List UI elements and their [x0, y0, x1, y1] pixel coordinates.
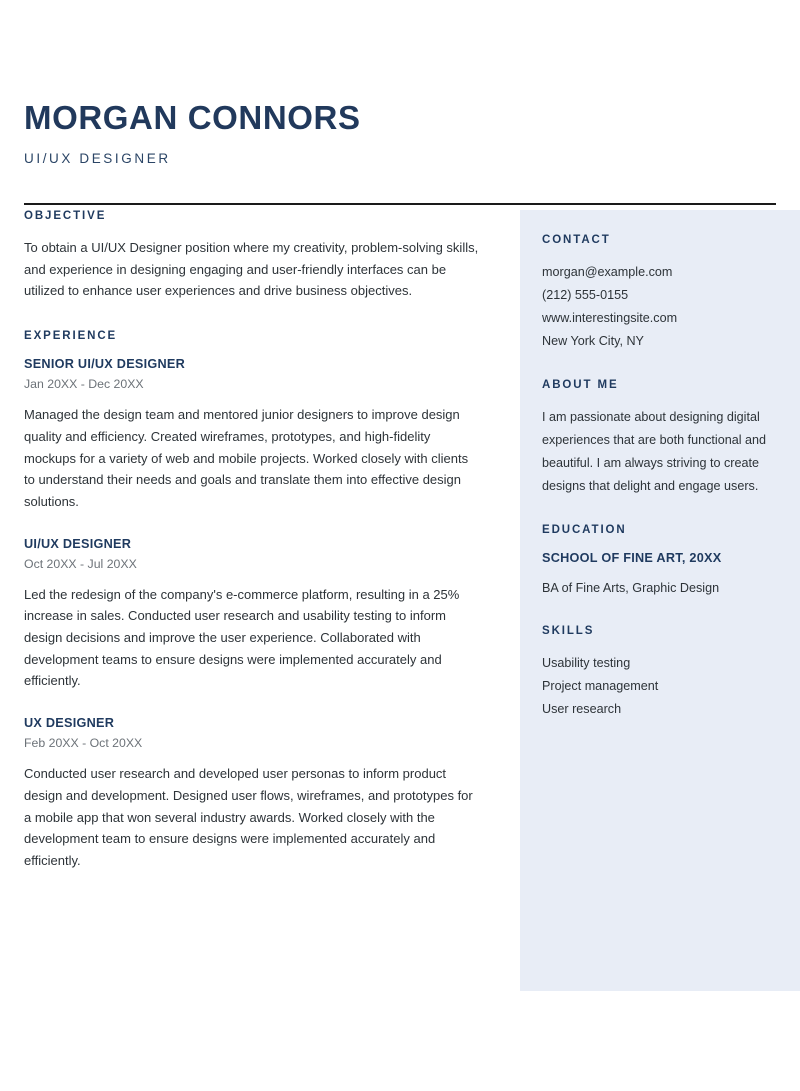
skill-item: Project management: [542, 679, 659, 694]
contact-email[interactable]: morgan@example.com: [542, 265, 673, 279]
experience-heading: EXPERIENCE: [24, 330, 118, 343]
contact-location: New York City, NY: [542, 334, 644, 349]
contact-heading: CONTACT: [542, 234, 611, 246]
education-degree: BA of Fine Arts, Graphic Design: [542, 580, 720, 595]
experience-role: SENIOR UI/UX DESIGNER: [24, 357, 186, 372]
objective-text: To obtain a UI/UX Designer position where my creativity, problem-solving skills, and experience in designing engaging and user-friendly interfaces can be utilized to enhance user experiences and drive business objectives.: [24, 240, 479, 299]
contact-website[interactable]: www.interestingsite.com: [542, 311, 678, 326]
resume-header: [24, 100, 776, 166]
objective-section: [24, 210, 480, 302]
candidate-job-title: UI/UX DESIGNER: [24, 150, 171, 166]
header-divider: [24, 203, 776, 205]
about-heading: ABOUT ME: [542, 379, 619, 392]
about-text: I am passionate about designing digital experiences that are both functional and beautiful. I am always striving to create designs that delight and engage users.: [542, 410, 767, 493]
experience-role: UI/UX DESIGNER: [24, 536, 132, 551]
experience-dates: Jan 20XX - Dec 20XX: [24, 377, 144, 392]
experience-dates: Feb 20XX - Oct 20XX: [24, 736, 143, 751]
experience-role: UX DESIGNER: [24, 716, 115, 731]
experience-entry: [24, 716, 480, 872]
experience-section: [24, 330, 480, 872]
skill-item: Usability testing: [542, 655, 631, 670]
skill-item: User research: [542, 702, 622, 717]
contact-phone[interactable]: (212) 555-0155: [542, 288, 629, 303]
experience-description: Managed the design team and mentored junior designers to improve design quality and efficiency. Created wireframes, prototypes, and high-fidelity mockups for a variety of web and mobile projects. Worked closely with clients to understand their needs and goals and translate them into effective design solutions.: [24, 407, 469, 509]
skills-heading: SKILLS: [542, 624, 595, 637]
candidate-name: MORGAN CONNORS: [24, 99, 361, 136]
education-heading: EDUCATION: [542, 523, 627, 536]
experience-entry: [24, 357, 480, 513]
experience-dates: Oct 20XX - Jul 20XX: [24, 556, 137, 571]
education-section: [542, 524, 778, 595]
experience-entry: [24, 537, 480, 693]
about-section: [542, 379, 778, 498]
experience-description: Led the redesign of the company's e-commerce platform, resulting in a 25% increase in sales. Conducted user research and usability testing to inform design decisions and improve the user experience. Collaborated with development teams to ensure designs were implemented accurately and efficiently.: [24, 586, 460, 689]
education-school: SCHOOL OF FINE ART, 20XX: [542, 550, 722, 565]
skills-section: [542, 625, 778, 722]
objective-heading: OBJECTIVE: [24, 210, 107, 222]
main-column: [24, 210, 480, 872]
sidebar-panel: [520, 210, 800, 991]
experience-description: Conducted user research and developed user personas to inform product design and development. Designed user flows, wireframes, and prototypes for a mobile app that won several industry awards. Worked closely with the development team to ensure designs were implemented accurately and efficiently.: [24, 766, 473, 868]
contact-section: [542, 234, 778, 353]
